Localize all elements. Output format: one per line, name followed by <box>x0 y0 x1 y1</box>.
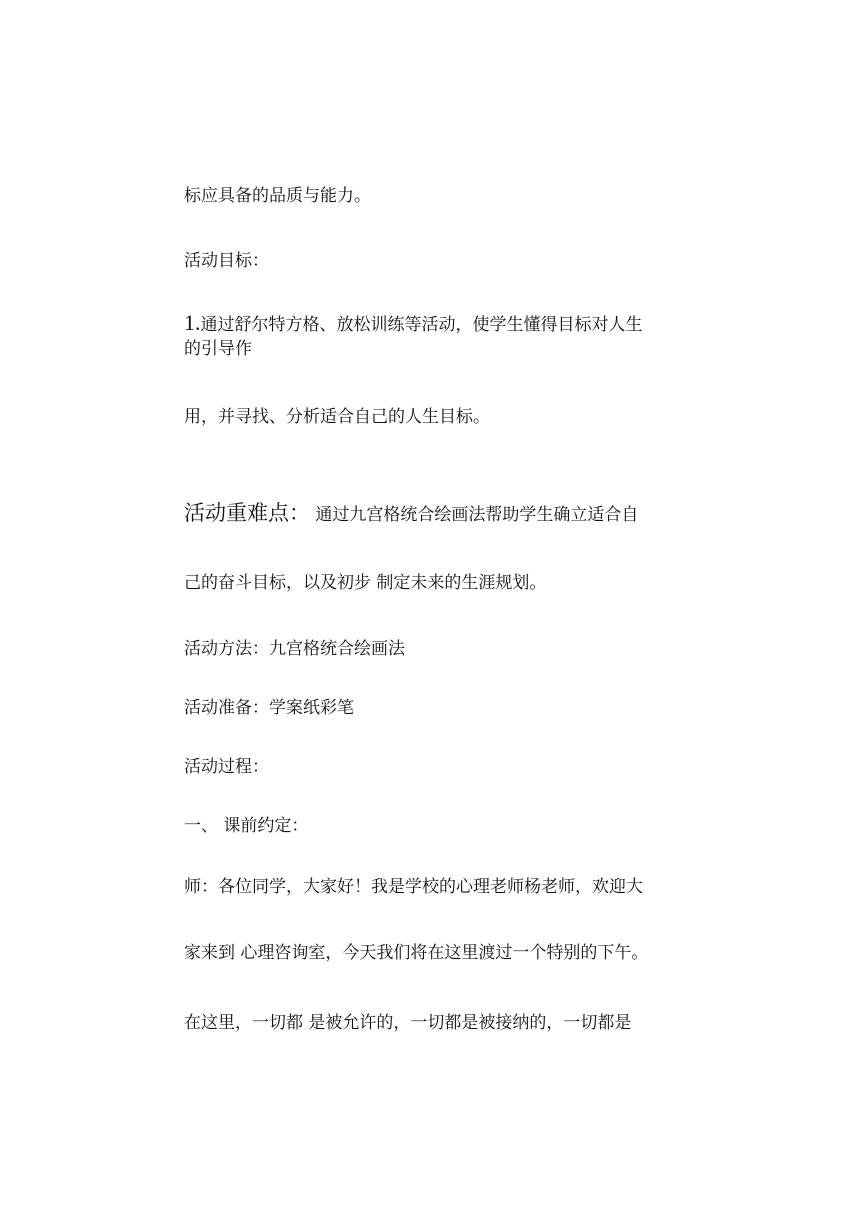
key-points-line <box>184 502 638 526</box>
subsection-heading-agreement: 一、 课前约定： <box>184 816 309 836</box>
text-line: 通过舒尔特方格、放松训练等活动，使学生懂得目标对人生 <box>200 315 643 335</box>
section-heading-process: 活动过程： <box>184 757 269 777</box>
list-number: 1. <box>184 310 201 335</box>
section-heading-key-points: 活动重难点： <box>184 501 310 525</box>
text-line: 己的奋斗目标，以及初步 制定未来的生涯规划。 <box>184 573 547 593</box>
text-line: 家来到 心理咨询室，今天我们将在这里渡过一个特别的下午。 <box>184 943 649 963</box>
section-heading-methods: 活动方法：九宫格统合绘画法 <box>184 639 405 659</box>
section-heading-preparation: 活动准备：学案纸彩笔 <box>184 698 354 718</box>
text-line: 师：各位同学，大家好！我是学校的心理老师杨老师，欢迎大 <box>184 877 643 897</box>
text-line: 用，并寻找、分析适合自己的人生目标。 <box>184 407 490 427</box>
section-heading-objectives: 活动目标： <box>184 251 269 271</box>
text-line: 在这里，一切都 是被允许的，一切都是被接纳的，一切都是 <box>184 1013 632 1033</box>
text-line: 的引导作 <box>184 339 252 359</box>
text-line: 标应具备的品质与能力。 <box>184 186 371 206</box>
text-line: 通过九宫格统合绘画法帮助学生确立适合自 <box>315 505 639 525</box>
objective-item-1 <box>184 312 643 336</box>
